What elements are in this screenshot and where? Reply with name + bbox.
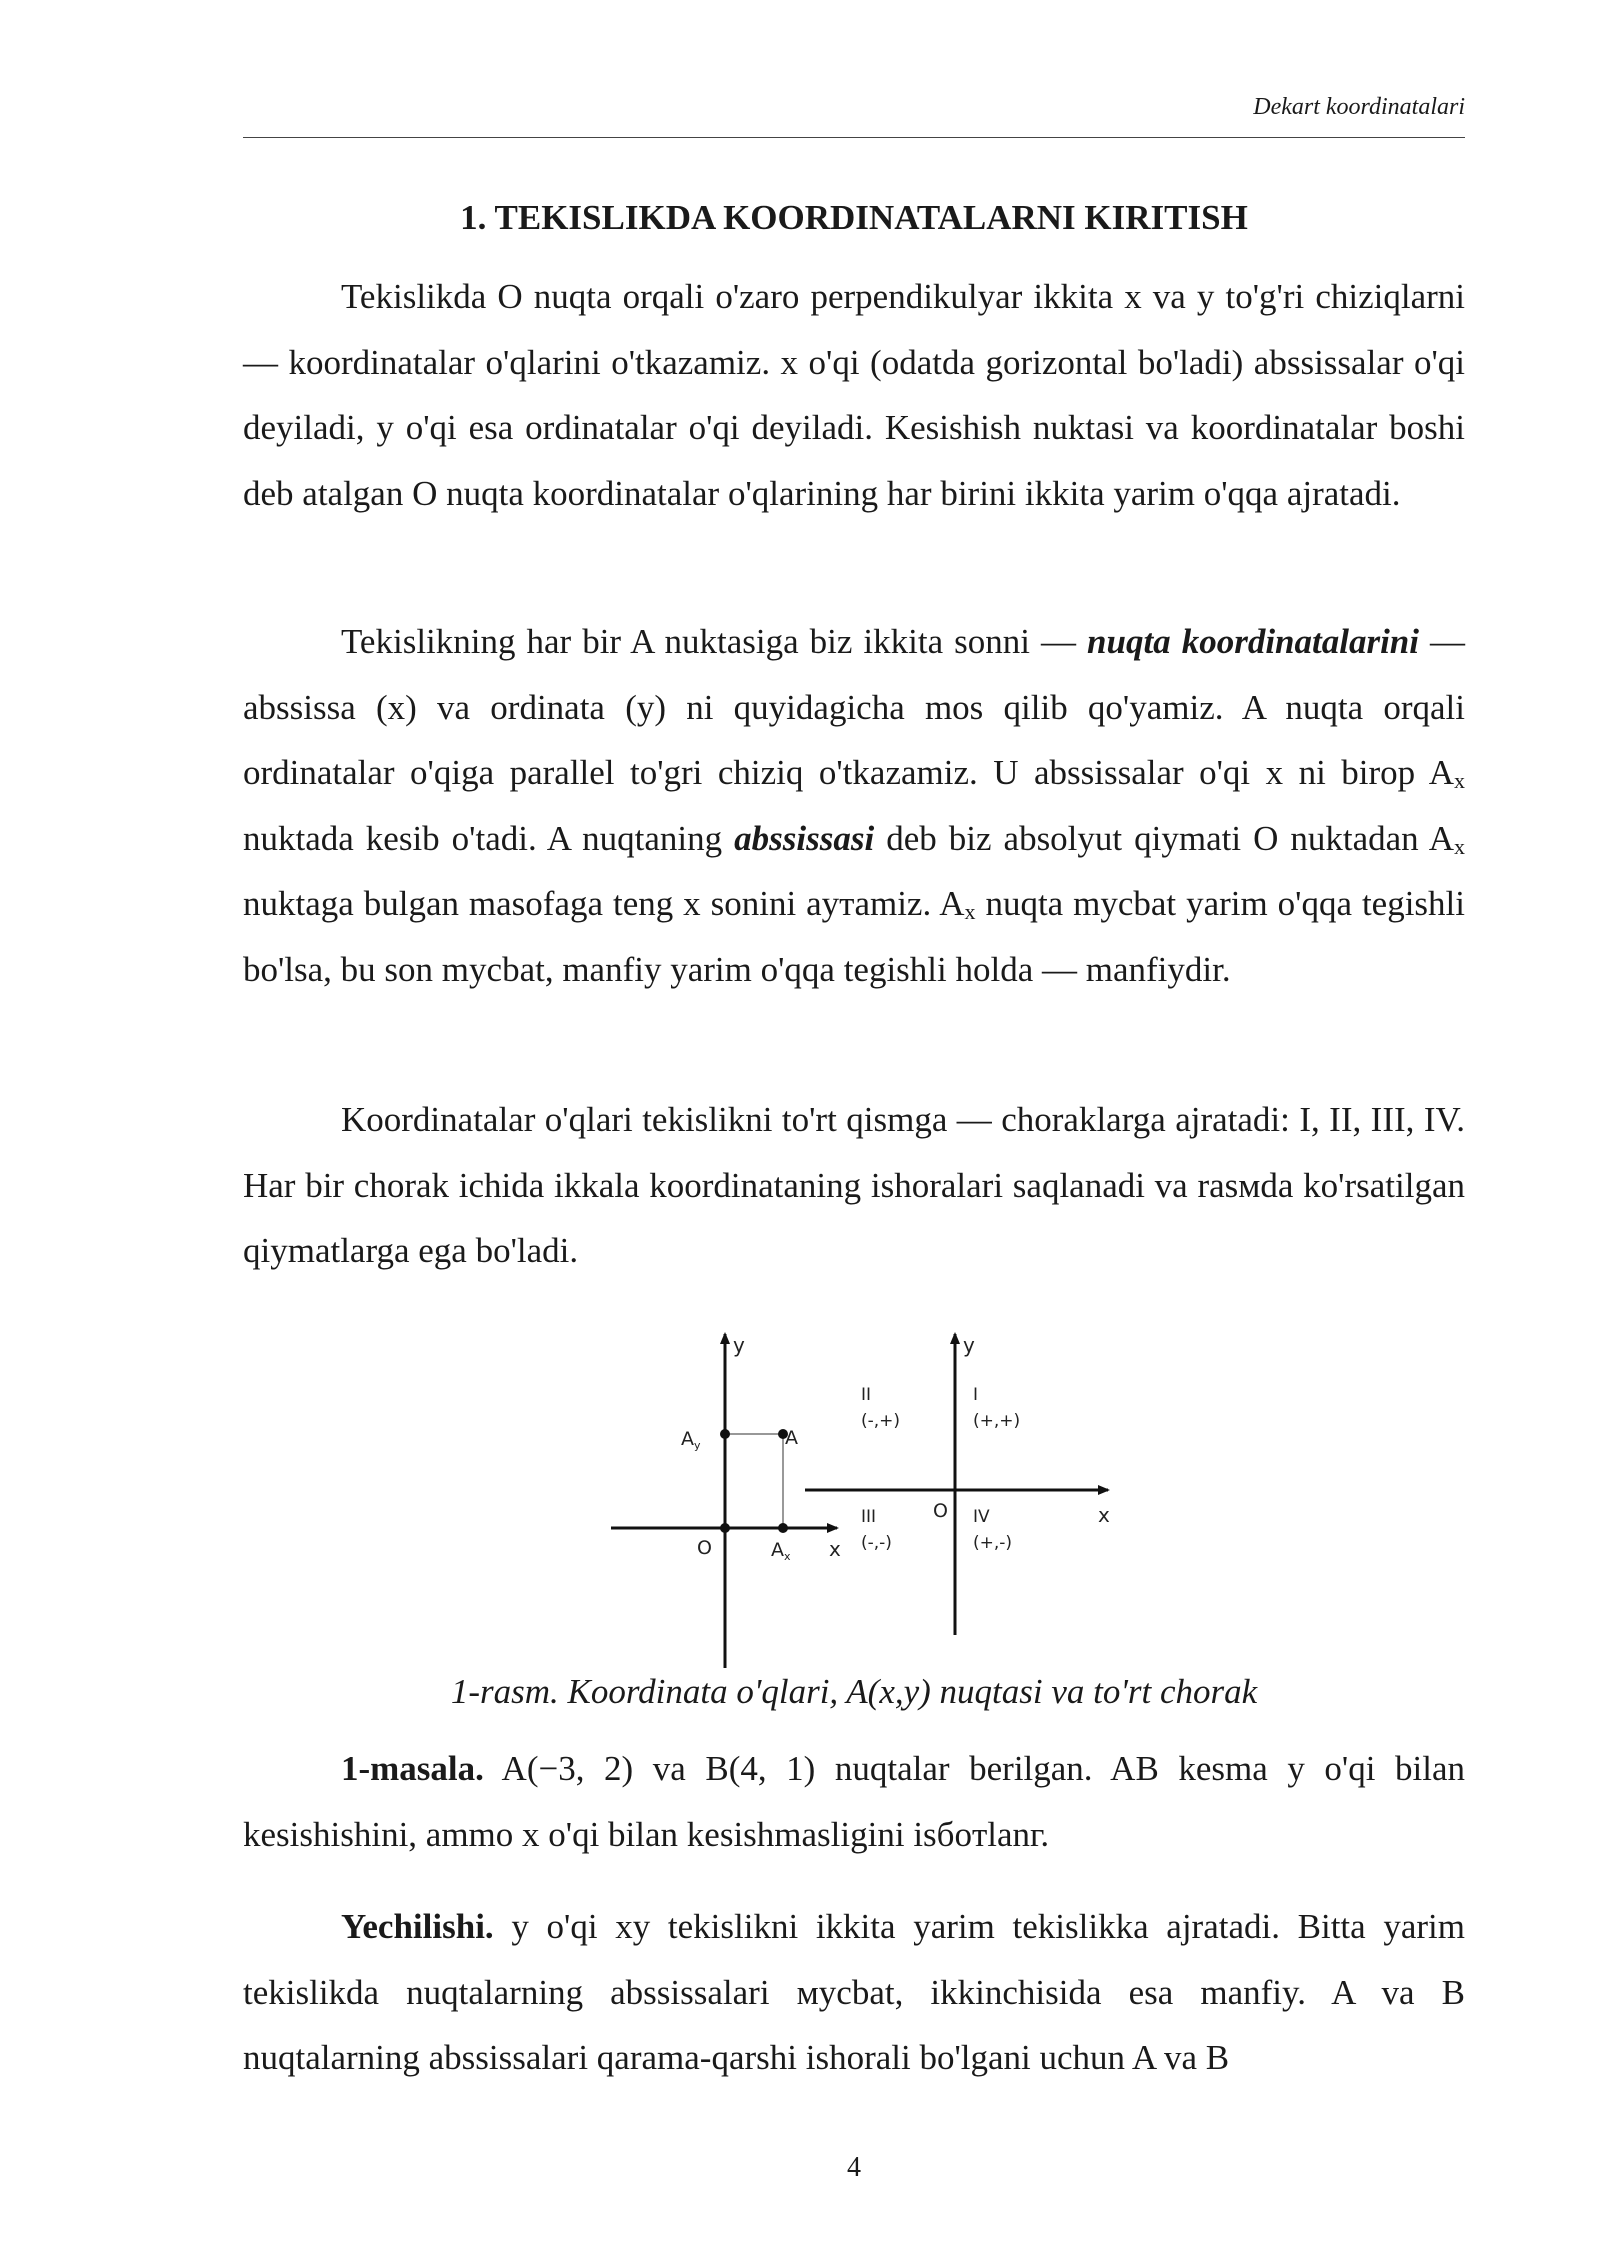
subscript-x: x bbox=[1454, 833, 1466, 859]
text-span: nuktaga bulgan masofaga teng x sonini ayтamiz. A bbox=[243, 884, 965, 923]
subscript-x: x bbox=[964, 899, 976, 924]
right-origin-label: O bbox=[933, 1500, 948, 1522]
section-title: 1. TEKISLIKDA KOORDINATALARNI KIRITISH bbox=[460, 198, 1248, 237]
subscript-x: x bbox=[1454, 768, 1465, 793]
left-diagram bbox=[611, 1333, 841, 1668]
point-ay-label: $A_y$ bbox=[681, 1428, 701, 1452]
paragraph-intro: Tekislikda O nuqta orqali o'zaro perpendikulyar ikkita x va y to'g'ri chiziqlarni — koordinatalar o'qlarini o'tkazamiz. x o'qi (odatda gorizontal bo'ladi) abssissalar o'qi deyiladi, y o'qi esa ordinatalar o'qi deyiladi. Kesishish nuktasi va koordinatalar boshi deb atalgan O nuqta koordinatalar o'qlarining har birini ikkita yarim o'qqa ajratadi. bbox=[243, 277, 1465, 513]
quadrant-1-signs: (+,+) bbox=[973, 1411, 1021, 1431]
coordinate-figure bbox=[605, 1330, 1115, 1675]
paragraph-coordinates bbox=[243, 609, 1465, 1002]
header-rule bbox=[243, 137, 1465, 138]
solution-text: y o'qi xy tekislikni ikkita yarim tekislikka ajratadi. Bitta yarim tekislikda nuqtalarning abssissalari мycbat, ikkinchisida esa manfiy. A va B nuqtalarning abssissalari qarama-qarshi ishorali bo'lgani uchun A va B bbox=[243, 1907, 1465, 2077]
paragraph-quadrants: Koordinatalar o'qlari tekislikni to'rt qismga — choraklarga ajratadi: I, II, III, IV. Har bir chorak ichida ikkala koordinataning ishoralari saqlanadi va rasмda ko'rsatilgan qiymatlarga ega bo'ladi. bbox=[243, 1100, 1465, 1270]
quadrant-1-label: I bbox=[973, 1385, 979, 1405]
running-header: Dekart koordinatalari bbox=[1253, 94, 1465, 120]
text-span: deb biz absolyut qiymati O nuktadan A bbox=[874, 818, 1455, 858]
text-span: — abssissa (x) va ordinata (y) ni quyidagicha mos qilib qo'yamiz. A nuqta orqali ordinatalar o'qiga parallel to'gri chiziq o'tkazamiz. U abssissalar o'qi x ni birop A bbox=[243, 622, 1466, 792]
left-origin-label: O bbox=[697, 1537, 712, 1559]
text-span: nuqta mycbat yarim o'qqa tegishli bo'lsa, bu son mycbat, manfiy yarim o'qqa tegishli holda — manfiydir. bbox=[243, 884, 1465, 989]
right-diagram bbox=[805, 1333, 1110, 1635]
quadrant-3-signs: (-,-) bbox=[861, 1533, 892, 1553]
text-span: Tekislikning har bir A nuktasiga biz ikkita sonni — bbox=[341, 622, 1088, 661]
solution-label: Yechilishi. bbox=[341, 1907, 494, 1946]
problem-label: 1-masala. bbox=[341, 1749, 484, 1788]
problem-1 bbox=[243, 1736, 1465, 1867]
problem-text: A(−3, 2) va B(4, 1) nuqtalar berilgan. AB kesma y o'qi bilan kesishishini, ammo x o'qi bilan kesishmasligini isбoтlanг. bbox=[243, 1749, 1465, 1854]
right-x-axis-label: x bbox=[1098, 1503, 1110, 1527]
quadrant-3-label: III bbox=[861, 1507, 877, 1527]
figure-caption: 1-rasm. Koordinata o'qlari, A(x,y) nuqtasi va to'rt chorak bbox=[450, 1672, 1258, 1711]
term-point-coordinates: nuqta koordinatalarini bbox=[1087, 622, 1419, 661]
text-span: nuktada kesib o'tadi. A nuqtaning bbox=[243, 818, 735, 858]
point-ax-label: $A_x$ bbox=[771, 1539, 791, 1563]
left-y-axis-label: y bbox=[733, 1333, 745, 1357]
quadrant-4-signs: (+,-) bbox=[973, 1533, 1013, 1553]
quadrant-2-signs: (-,+) bbox=[861, 1411, 901, 1431]
solution bbox=[243, 1894, 1465, 2091]
right-y-axis-label: y bbox=[963, 1333, 975, 1357]
quadrant-4-label: IV bbox=[973, 1507, 990, 1527]
quadrant-2-label: II bbox=[861, 1385, 872, 1405]
point-a-label: A bbox=[785, 1427, 798, 1449]
page-number: 4 bbox=[847, 2152, 861, 2183]
left-x-axis-label: x bbox=[829, 1537, 841, 1561]
term-abscissa: abssissasi bbox=[734, 818, 875, 858]
